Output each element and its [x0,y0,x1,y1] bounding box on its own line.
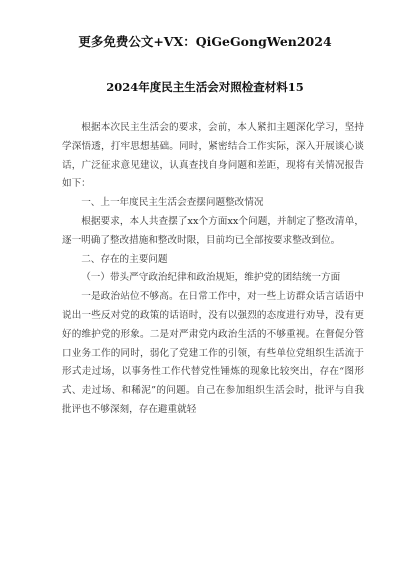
section-heading-1: 一、上一年度民主生活会查摆问题整改情况 [81,197,264,209]
promo-header: 更多免费公文+VX：QiGeGongWen2024 [78,34,332,49]
section-heading-2: 二、存在的主要问题 [81,253,168,265]
document-title: 2024年度民主生活会对照检查材料15 [106,80,304,94]
rectification-paragraph: 根据要求，本人共查摆了xx个方面xx个问题，并制定了整改清单，逐一明确了整改措施和整改时限，目前均已全部按要求整改到位。 [62,215,364,246]
document-body [62,119,364,420]
subsection-heading-1: （一）带头严守政治纪律和政治规矩，维护党的团结统一方面 [81,272,341,284]
intro-paragraph: 根据本次民主生活会的要求，会前，本人紧扣主题深化学习，坚持学深悟透，打牢思想基础。同时，紧密结合工作实际，深入开展谈心谈话，广泛征求意见建议，认真查找自身问题和差距，现将有关情况报告如下： [62,122,364,190]
problem-paragraph: 一是政治站位不够高。在日常工作中，对一些上访群众话言话语中说出一些反对党的政策的话语时，没有以强烈的态度进行劝导，没有更好的维护党的形象。二是对严肃党内政治生活的不够重视。在督促分管口业务工作的同时，弱化了党建工作的引领，有些单位党组织生活流于形式走过场，以事务性工作代替党性锤炼的现象比较突出，存在“图形式、走过场、和稀泥”的问题。自己在参加组织生活会时，批评与自我批评也不够深刻，存在避重就轻 [62,291,364,415]
